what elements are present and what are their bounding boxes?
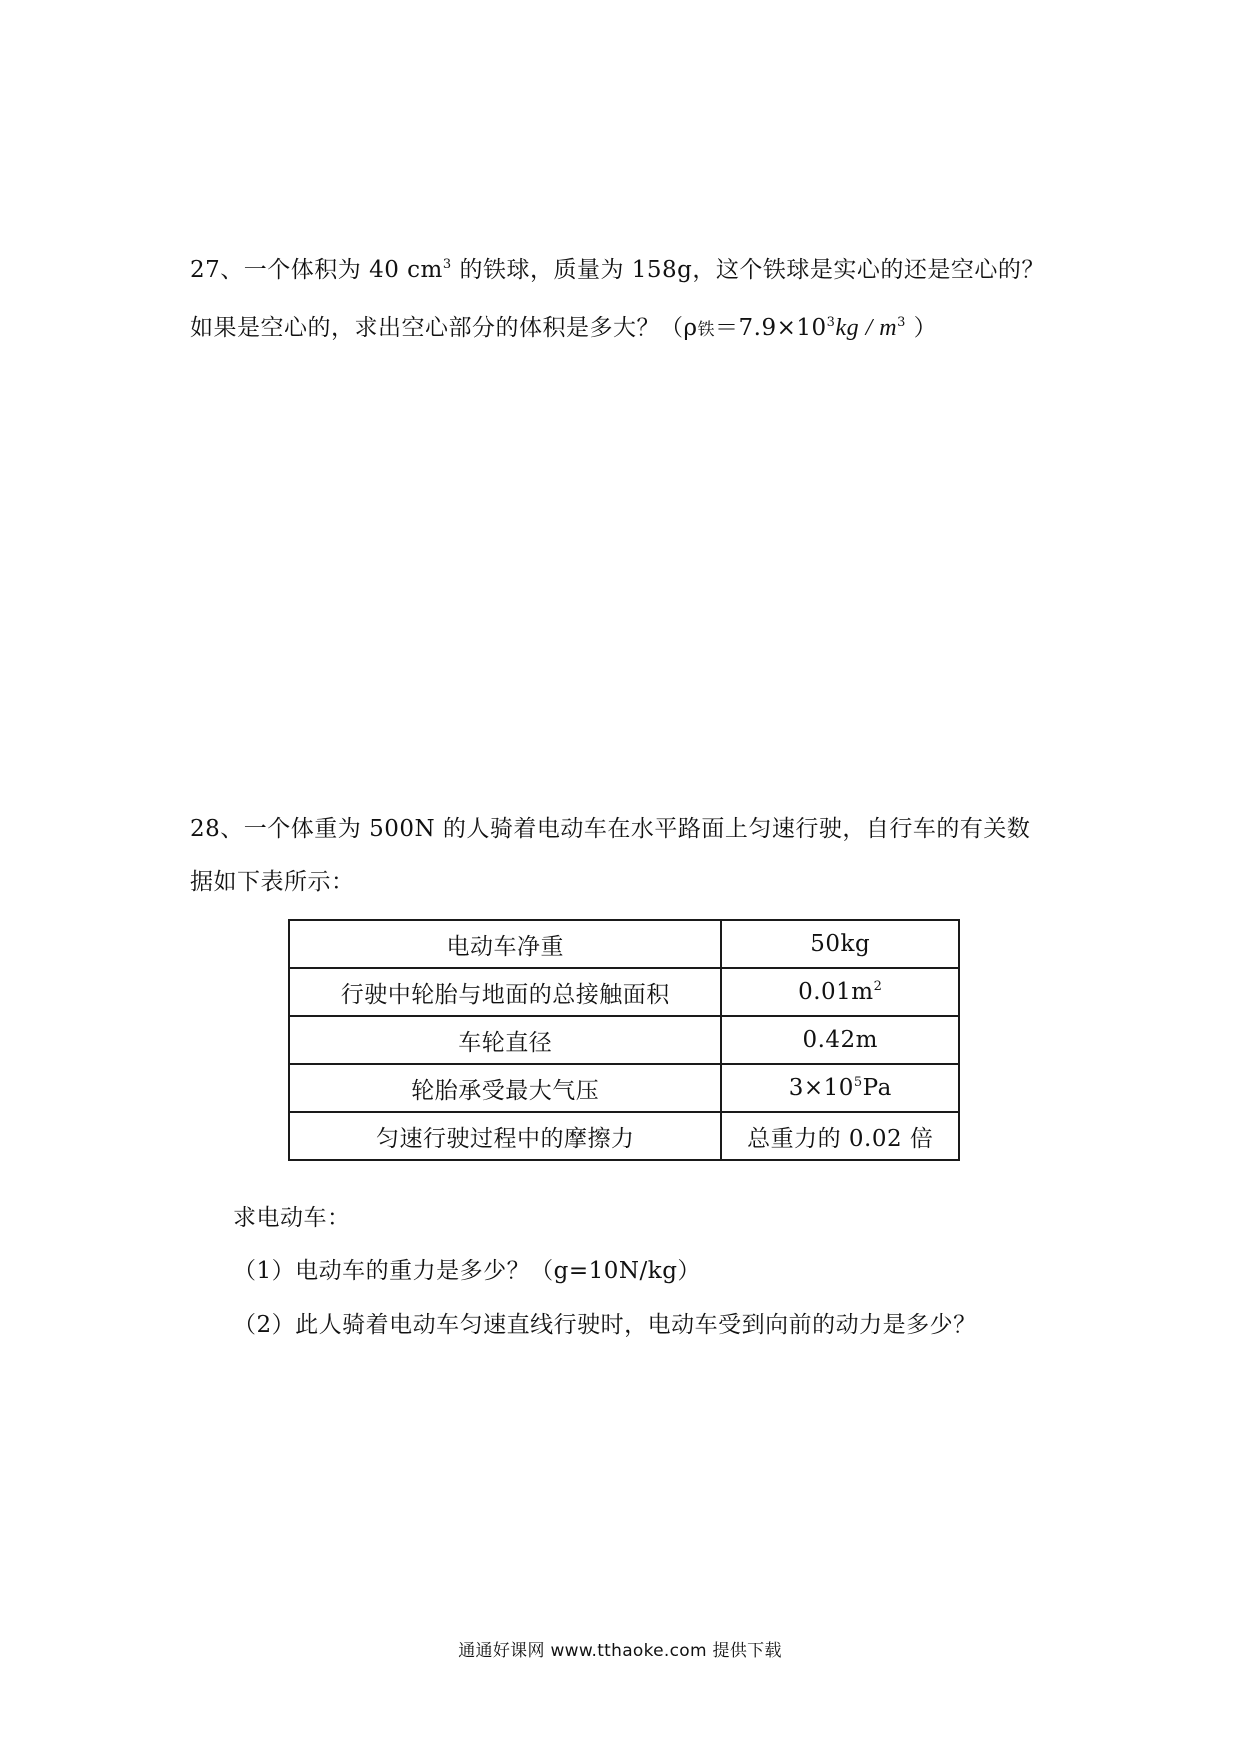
pressure-exponent: 5	[853, 1075, 863, 1090]
cube-exponent: 3	[442, 257, 452, 272]
table-cell-name: 轮胎承受最大气压	[289, 1064, 721, 1112]
table-row	[289, 968, 959, 1016]
area-exponent: 2	[873, 979, 883, 994]
table-row	[289, 920, 959, 968]
q27-line1-text-cont: 的铁球，质量为 158g，这个铁球是实心的还是空心的？	[451, 257, 1045, 283]
value-text: 3×10	[788, 1075, 854, 1101]
q27-line2-text: 如果是空心的，求出空心部分的体积是多大？（ρ	[190, 315, 698, 341]
table-row	[289, 1112, 959, 1160]
density-value: ＝7.9×10	[715, 315, 827, 341]
value-text: 0.42m	[802, 1027, 878, 1053]
value-text: 50kg	[810, 931, 871, 957]
table-cell-value	[721, 1064, 959, 1112]
page-footer: 通通好课网 www.tthaoke.com 提供下载	[458, 1641, 782, 1661]
table-cell-name: 匀速行驶过程中的摩擦力	[289, 1112, 721, 1160]
rho-subscript: 铁	[697, 320, 716, 340]
table-cell-name: 电动车净重	[289, 920, 721, 968]
table-cell-name: 行驶中轮胎与地面的总接触面积	[289, 968, 721, 1016]
table-cell-value	[721, 920, 959, 968]
ebike-data-table	[288, 919, 960, 1161]
table-cell-name: 车轮直径	[289, 1016, 721, 1064]
table-cell-value	[721, 1016, 959, 1064]
pressure-unit: Pa	[862, 1075, 892, 1101]
value-text: 0.01m	[798, 979, 874, 1005]
q27-line2-end: ）	[905, 315, 938, 341]
table-row	[289, 1016, 959, 1064]
density-unit-exponent: 3	[897, 315, 906, 330]
density-exponent: 3	[826, 315, 836, 330]
density-unit: kg / m	[835, 315, 898, 341]
q28-line-2: 据如下表所示：	[190, 869, 355, 895]
q27-line-2	[190, 313, 937, 345]
q27-line1-text: 27、一个体积为 40 cm	[190, 257, 443, 283]
q27-line-1	[190, 255, 1045, 285]
value-text: 总重力的 0.02 倍	[747, 1125, 934, 1152]
table-row	[289, 1064, 959, 1112]
table-cell-value	[721, 968, 959, 1016]
table-cell-value	[721, 1112, 959, 1160]
q28-prompt: 求电动车：	[233, 1205, 351, 1231]
q28-line-1: 28、一个体重为 500N 的人骑着电动车在水平路面上匀速行驶，自行车的有关数	[190, 816, 1031, 842]
q28-sub-question-1: （1）电动车的重力是多少？（g=10N/kg）	[233, 1258, 701, 1284]
q28-sub-question-2: （2）此人骑着电动车匀速直线行驶时，电动车受到向前的动力是多少？	[233, 1312, 977, 1338]
